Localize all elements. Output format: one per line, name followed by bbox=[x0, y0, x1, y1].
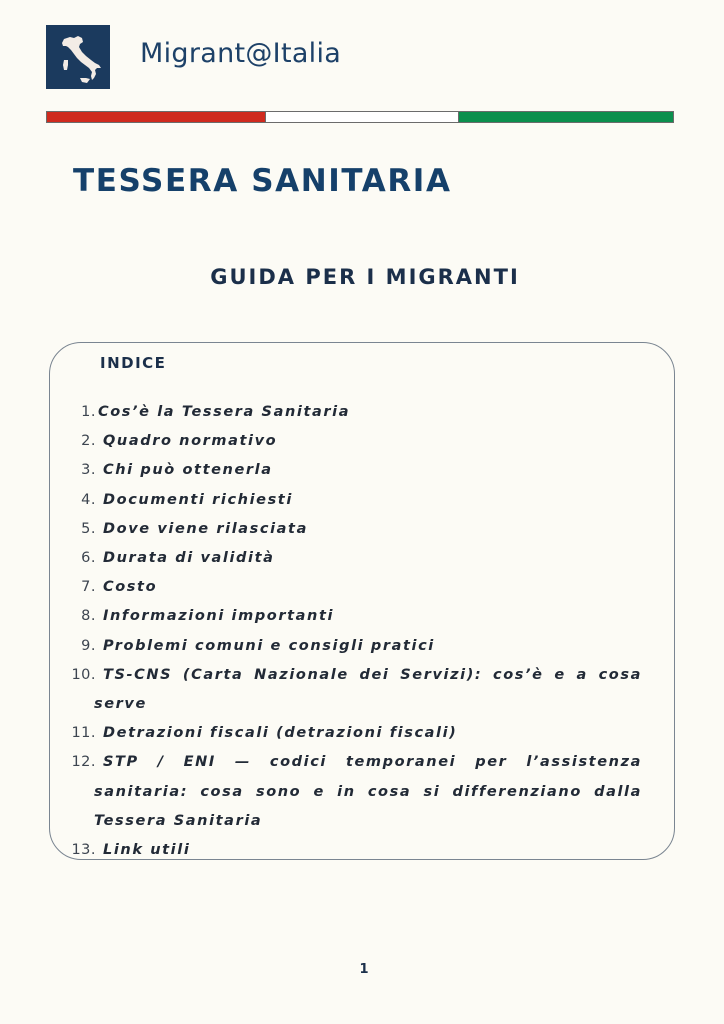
toc-item[interactable] bbox=[70, 602, 642, 631]
toc-item[interactable] bbox=[70, 515, 642, 544]
toc-item-number: 12. bbox=[71, 754, 96, 771]
toc-item[interactable] bbox=[70, 544, 642, 573]
flag-green-stripe bbox=[459, 112, 673, 122]
brand-name: Migrant@Italia bbox=[140, 38, 342, 69]
logo bbox=[46, 25, 110, 89]
toc-item-label: Informazioni importanti bbox=[103, 608, 335, 625]
italy-map-icon bbox=[46, 25, 110, 89]
toc-item-number: 5. bbox=[81, 520, 96, 537]
toc-item[interactable] bbox=[70, 398, 642, 427]
toc-item-label: Problemi comuni e consigli pratici bbox=[103, 637, 435, 654]
toc-item-number: 11. bbox=[71, 725, 96, 742]
toc-item-label: Detrazioni fiscali (detrazioni fiscali) bbox=[103, 725, 458, 742]
toc-item-label: Dove viene rilasciata bbox=[103, 520, 308, 537]
toc-item-number: 4. bbox=[81, 491, 96, 508]
toc-item-number: 2. bbox=[81, 433, 96, 450]
toc-item-label: TS-CNS (Carta Nazionale dei Servizi): cos’è e a cosa serve bbox=[94, 666, 642, 713]
toc-item[interactable] bbox=[70, 427, 642, 456]
document-subtitle: GUIDA PER I MIGRANTI bbox=[210, 265, 520, 289]
toc-item-label: Quadro normativo bbox=[103, 433, 278, 450]
toc-item[interactable] bbox=[70, 661, 642, 719]
page-number: 1 bbox=[359, 962, 369, 977]
toc-item-number: 3. bbox=[81, 462, 96, 479]
toc-item-number: 9. bbox=[81, 637, 96, 654]
toc-item-number: 6. bbox=[81, 550, 96, 567]
toc-item[interactable] bbox=[70, 719, 642, 748]
flag-red-stripe bbox=[47, 112, 265, 122]
toc-item-number: 13. bbox=[71, 842, 96, 859]
toc-item[interactable] bbox=[70, 836, 642, 865]
italian-flag-bar bbox=[46, 111, 674, 123]
toc-item-label: Costo bbox=[103, 579, 158, 596]
flag-white-stripe bbox=[265, 112, 459, 122]
toc-item-label: Cos’è la Tessera Sanitaria bbox=[98, 404, 351, 420]
index-heading: INDICE bbox=[100, 354, 167, 372]
toc-item-label: Documenti richiesti bbox=[103, 491, 293, 508]
toc-item[interactable] bbox=[70, 748, 642, 836]
document-title: TESSERA SANITARIA bbox=[73, 163, 452, 199]
toc-item-label: Chi può ottenerla bbox=[103, 462, 273, 479]
toc-item-number: 10. bbox=[71, 666, 96, 683]
table-of-contents bbox=[70, 398, 642, 865]
toc-item-number: 7. bbox=[81, 579, 96, 596]
toc-item[interactable] bbox=[70, 573, 642, 602]
toc-item[interactable] bbox=[70, 456, 642, 485]
toc-item-label: Durata di validità bbox=[103, 550, 275, 567]
toc-item-label: Link utili bbox=[103, 842, 191, 859]
toc-item-label: STP / ENI — codici temporanei per l’assistenza sanitaria: cosa sono e in cosa si differenziano dalla Tessera Sanitaria bbox=[94, 754, 642, 829]
toc-item[interactable] bbox=[70, 486, 642, 515]
toc-item-number: 1. bbox=[81, 404, 96, 420]
toc-item-number: 8. bbox=[81, 608, 96, 625]
toc-item[interactable] bbox=[70, 632, 642, 661]
